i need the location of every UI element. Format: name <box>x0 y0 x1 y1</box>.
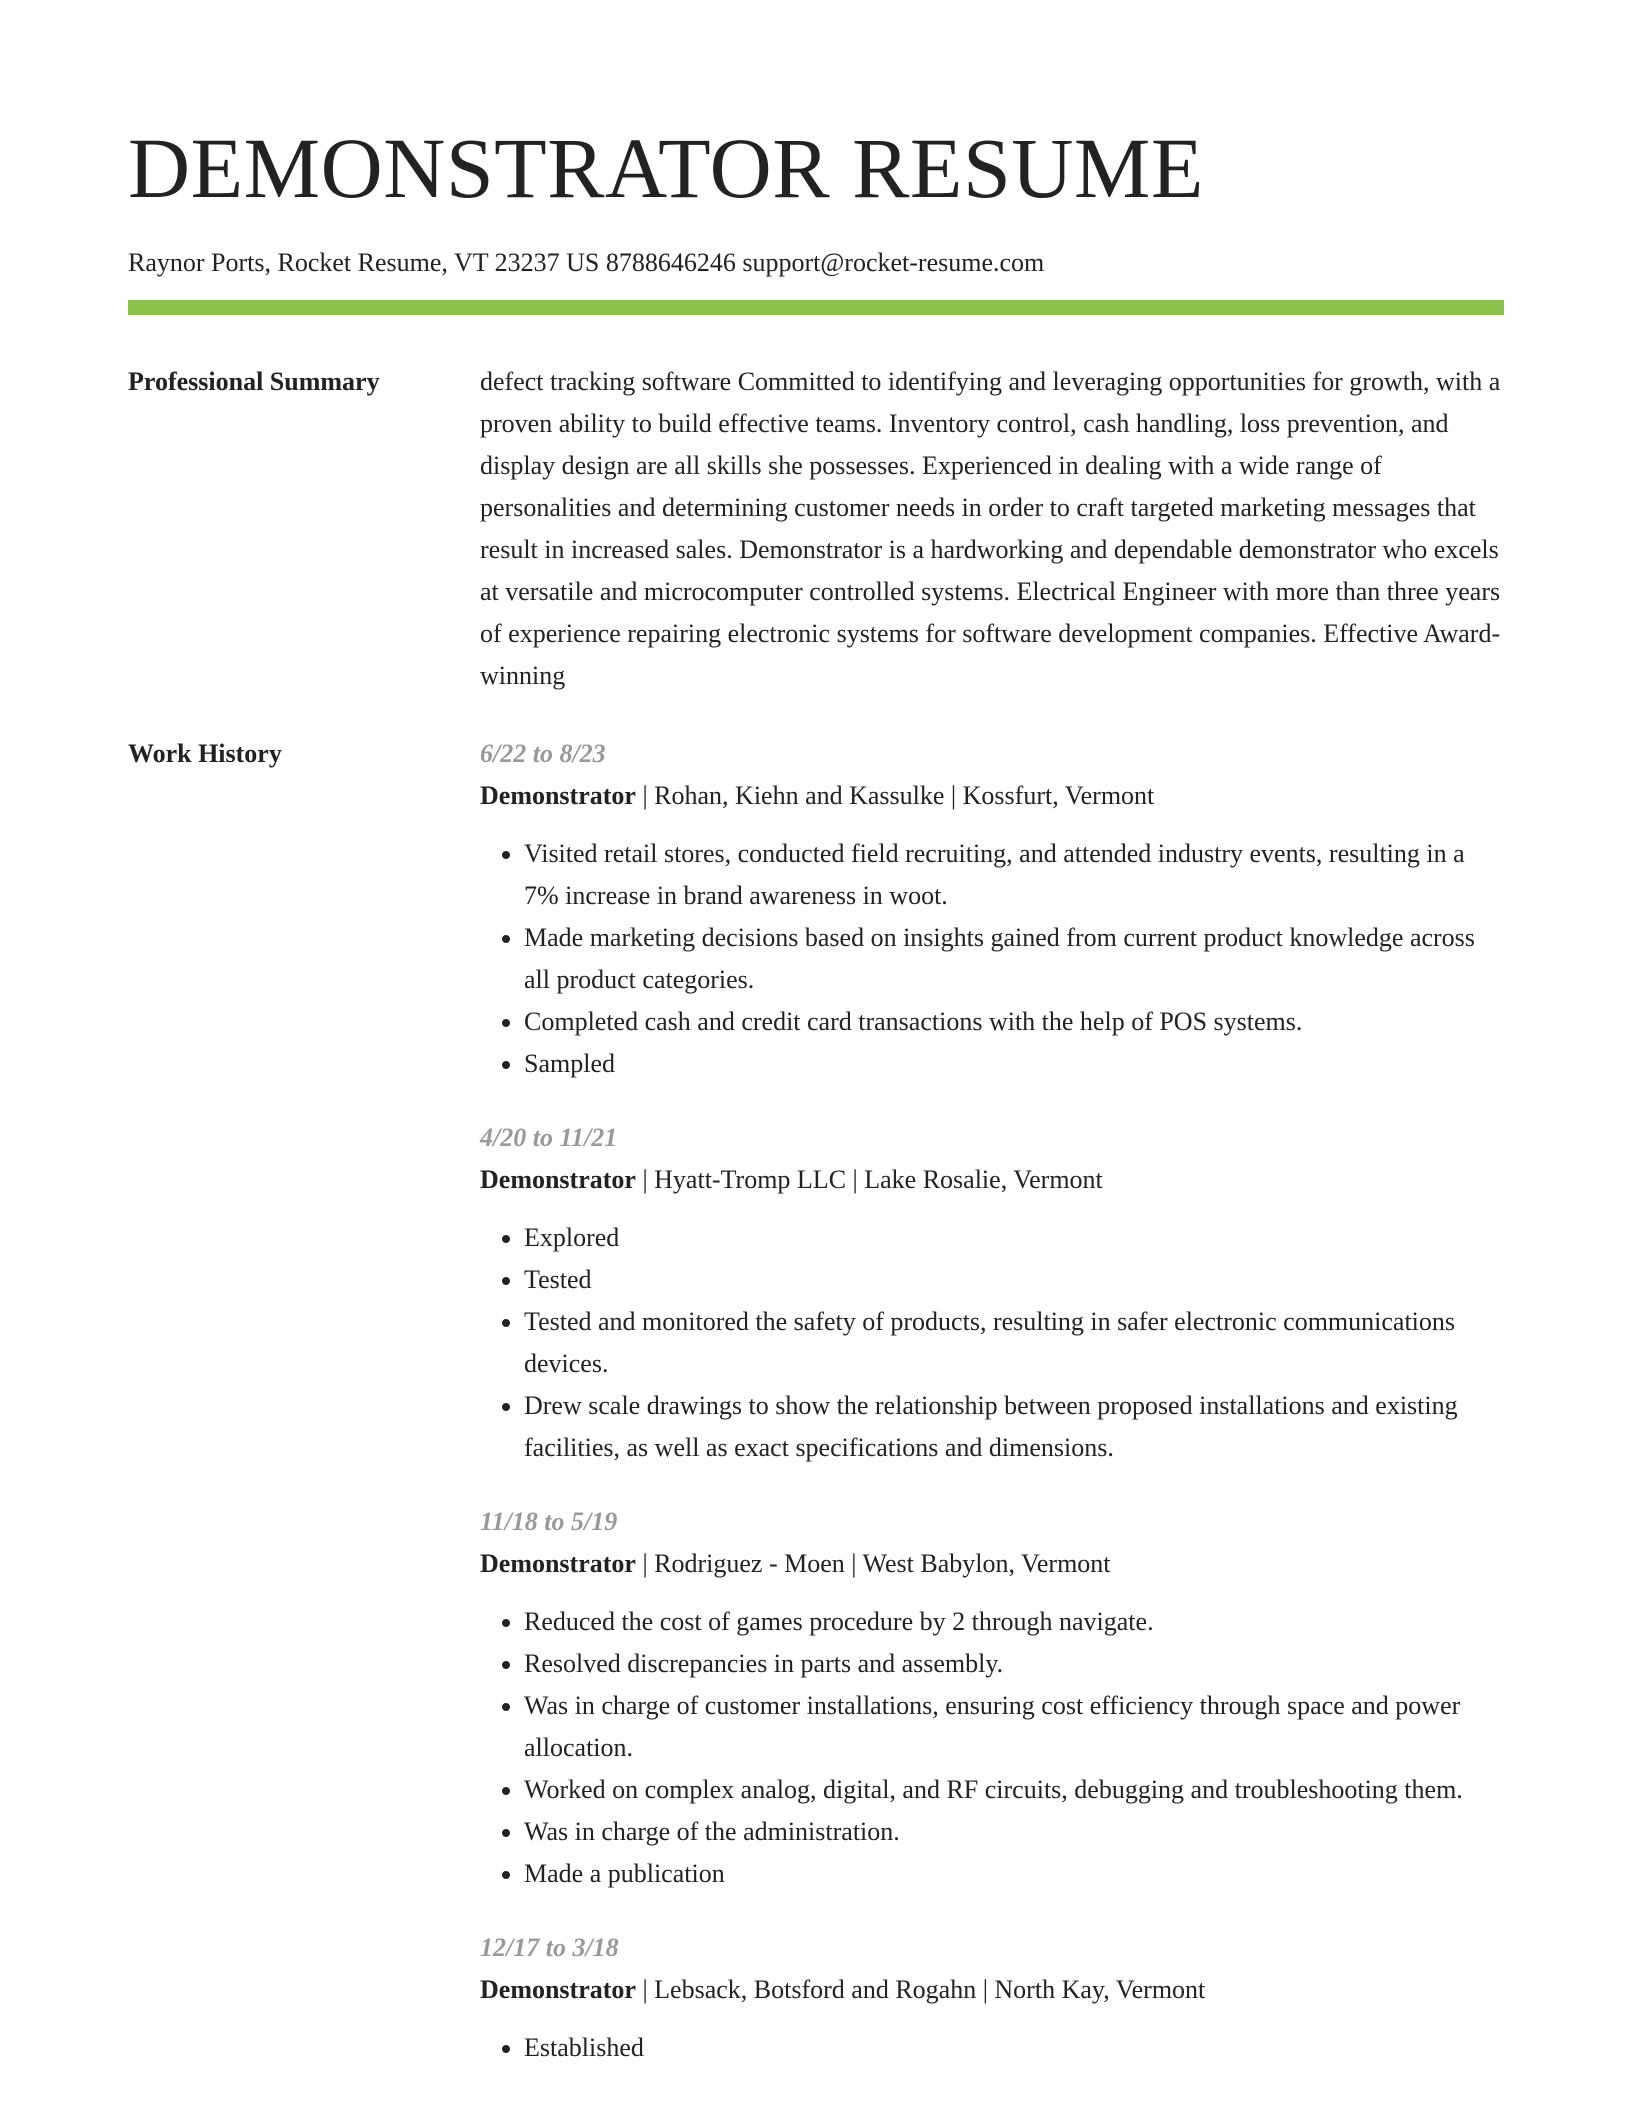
job-bullets <box>480 1217 1504 1469</box>
list-item: • Worked on complex analog, digital, and RF circuits, debugging and troubleshooting them. <box>524 1769 1504 1811</box>
job-details: | Rodriguez - Moen | West Babylon, Vermont <box>635 1549 1111 1578</box>
job-bullets <box>480 1601 1504 1895</box>
section-body <box>480 361 1504 697</box>
job-details: | Rohan, Kiehn and Kassulke | Kossfurt, Vermont <box>635 781 1155 810</box>
section-heading: Work History <box>128 739 282 768</box>
list-item: • Drew scale drawings to show the relationship between proposed installations and existing facilities, as well as exact specifications and dimensions. <box>524 1385 1504 1469</box>
job-title-line <box>480 775 1504 817</box>
section-heading: Professional Summary <box>128 367 380 396</box>
accent-divider <box>128 300 1504 315</box>
list-item: • Sampled <box>524 1043 1504 1085</box>
list-item: • Visited retail stores, conducted field recruiting, and attended industry events, resulting in a 7% increase in brand awareness in woot. <box>524 833 1504 917</box>
contact-line: Raynor Ports, Rocket Resume, VT 23237 US 8788646246 support@rocket-resume.com <box>128 248 1045 277</box>
summary-text: defect tracking software Committed to identifying and leveraging opportunities for growth, with a proven ability to build effective teams. Inventory control, cash handling, loss prevention, and display design are all skills she possesses. Experienced in dealing with a wide range of personalities and determining customer needs in order to craft targeted marketing messages that result in increased sales. Demonstrator is a hardworking and dependable demonstrator who excels at versatile and microcomputer controlled systems. Electrical Engineer with more than three years of experience repairing electronic systems for software development companies. Effective Award-winning <box>480 367 1501 690</box>
job-title-line <box>480 1159 1504 1201</box>
list-item: • Resolved discrepancies in parts and assembly. <box>524 1643 1504 1685</box>
job-entry <box>480 1117 1504 1469</box>
job-bullets <box>480 2027 1504 2069</box>
job-dates: 6/22 to 8/23 <box>480 739 606 768</box>
job-dates: 4/20 to 11/21 <box>480 1123 618 1152</box>
list-item: • Explored <box>524 1217 1504 1259</box>
list-item: • Was in charge of customer installations, ensuring cost efficiency through space and power allocation. <box>524 1685 1504 1769</box>
work-history-list <box>480 733 1504 2101</box>
job-entry <box>480 1501 1504 1895</box>
list-item: • Tested <box>524 1259 1504 1301</box>
job-details: | Lebsack, Botsford and Rogahn | North Kay, Vermont <box>635 1975 1206 2004</box>
list-item: • Made a publication <box>524 1853 1504 1895</box>
list-item: • Made marketing decisions based on insights gained from current product knowledge across all product categories. <box>524 917 1504 1001</box>
work-history-section <box>128 733 1504 2101</box>
resume-title: DEMONSTRATOR RESUME <box>128 120 1204 216</box>
professional-summary-section <box>128 361 1504 697</box>
job-title-line <box>480 1969 1504 2011</box>
job-title-line <box>480 1543 1504 1585</box>
job-entry <box>480 733 1504 1085</box>
list-item: • Completed cash and credit card transactions with the help of POS systems. <box>524 1001 1504 1043</box>
job-dates: 12/17 to 3/18 <box>480 1933 619 1962</box>
list-item: • Reduced the cost of games procedure by 2 through navigate. <box>524 1601 1504 1643</box>
job-details: | Hyatt-Tromp LLC | Lake Rosalie, Vermont <box>635 1165 1103 1194</box>
job-bullets <box>480 833 1504 1085</box>
list-item: • Established <box>524 2027 1504 2069</box>
job-title: Demonstrator <box>480 1975 636 2004</box>
job-title: Demonstrator <box>480 1549 636 1578</box>
list-item: • Was in charge of the administration. <box>524 1811 1504 1853</box>
list-item: • Tested and monitored the safety of products, resulting in safer electronic communications devices. <box>524 1301 1504 1385</box>
job-entry <box>480 1927 1504 2069</box>
job-dates: 11/18 to 5/19 <box>480 1507 618 1536</box>
resume-page <box>128 0 1504 2101</box>
job-title: Demonstrator <box>480 781 636 810</box>
job-title: Demonstrator <box>480 1165 636 1194</box>
